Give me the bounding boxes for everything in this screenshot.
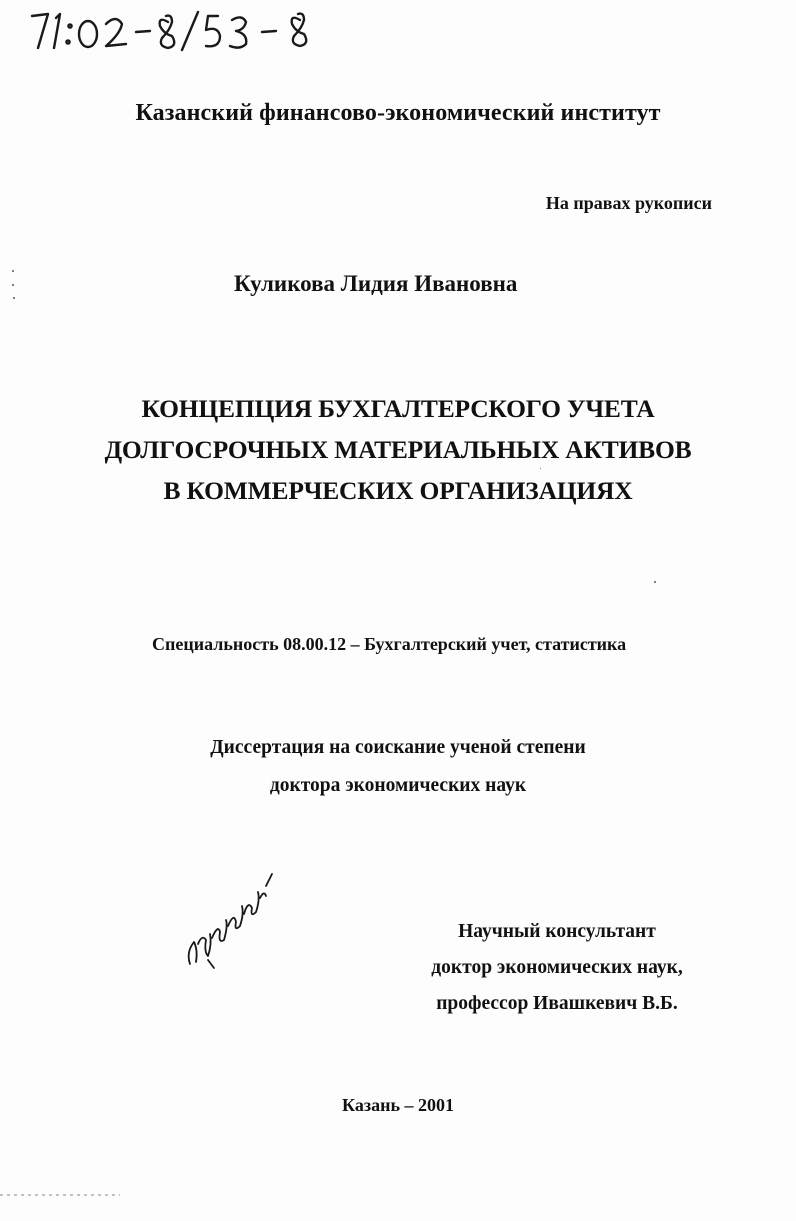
scan-speck bbox=[540, 468, 541, 469]
rights-note: На правах рукописи bbox=[545, 193, 712, 213]
scientific-consultant bbox=[398, 914, 716, 1022]
scan-speck bbox=[654, 581, 656, 583]
author-name: Куликова Лидия Ивановна bbox=[234, 271, 518, 296]
city-and-year: Казань – 2001 bbox=[342, 1095, 454, 1115]
institute-name: Казанский финансово-экономический институт bbox=[135, 100, 661, 126]
title-line: КОНЦЕПЦИЯ БУХГАЛТЕРСКОГО УЧЕТА bbox=[141, 394, 655, 423]
scan-speck bbox=[12, 270, 14, 272]
scan-edge-mark bbox=[0, 1194, 120, 1196]
consultant-line: доктор экономических наук, bbox=[431, 957, 683, 978]
consultant-line: Научный консультант bbox=[458, 921, 656, 942]
degree-line: Диссертация на соискание ученой степени bbox=[210, 737, 586, 758]
specialty-line: Специальность 08.00.12 – Бухгалтерский учет, статистика bbox=[152, 634, 627, 654]
degree-statement bbox=[170, 729, 626, 805]
title-line: ДОЛГОСРОЧНЫХ МАТЕРИАЛЬНЫХ АКТИВОВ bbox=[104, 435, 692, 464]
degree-line: доктора экономических наук bbox=[269, 775, 527, 796]
archive-code-handwriting bbox=[26, 4, 326, 56]
dissertation-title bbox=[0, 388, 796, 511]
scan-speck bbox=[12, 284, 14, 286]
scan-speck bbox=[13, 297, 15, 299]
title-line: В КОММЕРЧЕСКИХ ОРГАНИЗАЦИЯХ bbox=[163, 476, 633, 505]
signature-handwriting bbox=[180, 864, 280, 974]
consultant-line: профессор Ивашкевич В.Б. bbox=[436, 993, 678, 1014]
